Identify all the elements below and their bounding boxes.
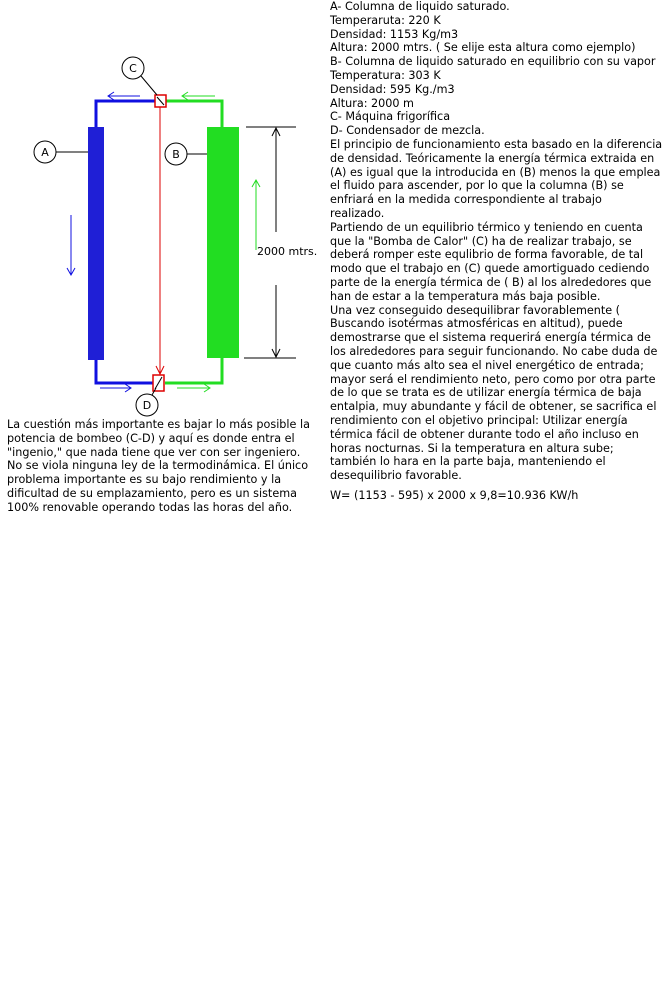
explanation-line: que la "Bomba de Calor" (C) ha de realizar trabajo, se bbox=[330, 234, 632, 248]
arrow-bottom-green bbox=[177, 384, 210, 392]
bottom-pipe-blue bbox=[96, 360, 153, 383]
explanation-line: C- Máquina frigorífica bbox=[330, 110, 451, 124]
thermal-column-diagram bbox=[0, 0, 330, 420]
bottom-note-lines bbox=[7, 418, 310, 515]
explanation-line: horas nocturnas. Si la temperatura en altura sube; bbox=[330, 441, 614, 455]
bottom-note-line: 100% renovable operando todas las horas del año. bbox=[7, 500, 293, 514]
explanation-line: (A) es igual que la introducida en (B) menos la que emplea bbox=[330, 165, 661, 179]
explanation-line: rendimiento con el objetivo principal: Utilizar energía bbox=[330, 413, 628, 427]
arrow-top-blue bbox=[108, 92, 140, 100]
explanation-line: D- Condensador de mezcla. bbox=[330, 124, 485, 138]
arrow-top-green bbox=[182, 92, 215, 100]
explanation-line: de densidad. Teóricamente la energía térmica extraida en bbox=[330, 151, 655, 165]
work-formula: W= (1153 - 595) x 2000 x 9,8=10.936 KW/h bbox=[330, 488, 579, 502]
arrow-bottom-blue bbox=[100, 384, 131, 392]
bottom-note-line: No se viola ninguna ley de la termodinámica. El único bbox=[7, 459, 309, 473]
height-dimension bbox=[244, 127, 296, 358]
explanation-line: mayor será el rendimiento neto, pero como por otra parte bbox=[330, 372, 656, 386]
explanation-line: El principio de funcionamiento esta basado en la diferencia bbox=[330, 137, 663, 151]
explanation-line: el fluido para ascender, por lo que la columna (B) se bbox=[330, 179, 624, 193]
explanation-line: Densidad: 1153 Kg/m3 bbox=[330, 27, 459, 41]
bottom-pipe-green bbox=[165, 358, 222, 383]
explanation-line: Una vez conseguido desequilibrar favorablemente ( bbox=[330, 303, 621, 317]
callout-a-label: A bbox=[41, 146, 49, 159]
callout-d-label: D bbox=[142, 399, 152, 412]
explanation-line: Densidad: 595 Kg./m3 bbox=[330, 82, 455, 96]
callout-c-leader bbox=[141, 76, 157, 95]
column-a bbox=[88, 127, 104, 360]
explanation-line: desequilibrio favorable. bbox=[330, 469, 462, 483]
explanation-line: los alrededores para seguir funcionando. No cabe duda de bbox=[330, 344, 658, 358]
explanation-line: demostrarse que el sistema requerirá energía térmica de bbox=[330, 331, 651, 345]
explanation-line: Partiendo de un equilibrio térmico y teniendo en cuenta bbox=[330, 220, 643, 234]
explanation-line: B- Columna de liquido saturado en equilibrio con su vapor bbox=[330, 55, 656, 69]
explanation-line: enfriará en la medida correspondiente al trabajo bbox=[330, 193, 602, 207]
bottom-note-line: La cuestión más importante es bajar lo más posible la bbox=[7, 418, 310, 431]
explanation-line: parte de la energía térmica de ( B) al los alrededores que bbox=[330, 275, 652, 289]
explanation-line: A- Columna de liquido saturado. bbox=[330, 0, 510, 13]
arrow-up-b bbox=[252, 180, 260, 250]
explanation-line: térmica fácil de obtener durante todo el año incluso en bbox=[330, 427, 639, 441]
explanation-line: Temperaruta: 220 K bbox=[330, 13, 441, 27]
bottom-note-line: "ingenio," que nada tiene que ver con ser ingeniero. bbox=[7, 445, 301, 459]
top-pipe-blue bbox=[96, 101, 155, 127]
explanation-line: modo que el trabajo en (C) quede amortiguado cediendo bbox=[330, 262, 650, 276]
height-label: 2000 mtrs. bbox=[257, 245, 318, 258]
explanation-line: Temperatura: 303 K bbox=[330, 68, 441, 82]
bottom-note-line: dificultad de su emplazamiento, pero es un sistema bbox=[7, 486, 297, 500]
explanation-line: también lo hara en la parte baja, manteniendo el bbox=[330, 455, 606, 469]
arrow-down-a bbox=[67, 215, 75, 275]
top-pipe-green bbox=[166, 101, 222, 127]
explanation-line: deberá romper este equlibrio de forma favorable, de tal bbox=[330, 248, 644, 262]
explanation-text bbox=[330, 0, 672, 503]
callout-b-label: B bbox=[172, 148, 180, 161]
bottom-note-text bbox=[7, 418, 310, 515]
bottom-note-line: potencia de bombeo (C-D) y aquí es donde entra el bbox=[7, 431, 295, 445]
explanation-line: Buscando isotérmas atmosféricas en altitud), puede bbox=[330, 317, 623, 331]
explanation-line: realizado. bbox=[330, 206, 385, 220]
explanation-line: de lo que se trata es de utilizar energía térmica de baja bbox=[330, 386, 642, 400]
callout-c-label: C bbox=[129, 62, 137, 75]
explanation-line: Altura: 2000 mtrs. ( Se elije esta altura como ejemplo) bbox=[330, 41, 636, 55]
column-b bbox=[207, 127, 239, 358]
bottom-note-line: problema importante es su bajo rendimiento y la bbox=[7, 473, 282, 487]
explanation-line: que cuanto más alto sea el nivel energético de entrada; bbox=[330, 358, 644, 372]
explanation-lines bbox=[330, 0, 672, 483]
explanation-line: han de estar a la temperatura más baja posible. bbox=[330, 289, 601, 303]
explanation-line: entalpia, muy abundante y fácil de obtener, se sacrifica el bbox=[330, 400, 657, 414]
explanation-line: Altura: 2000 m bbox=[330, 96, 414, 110]
